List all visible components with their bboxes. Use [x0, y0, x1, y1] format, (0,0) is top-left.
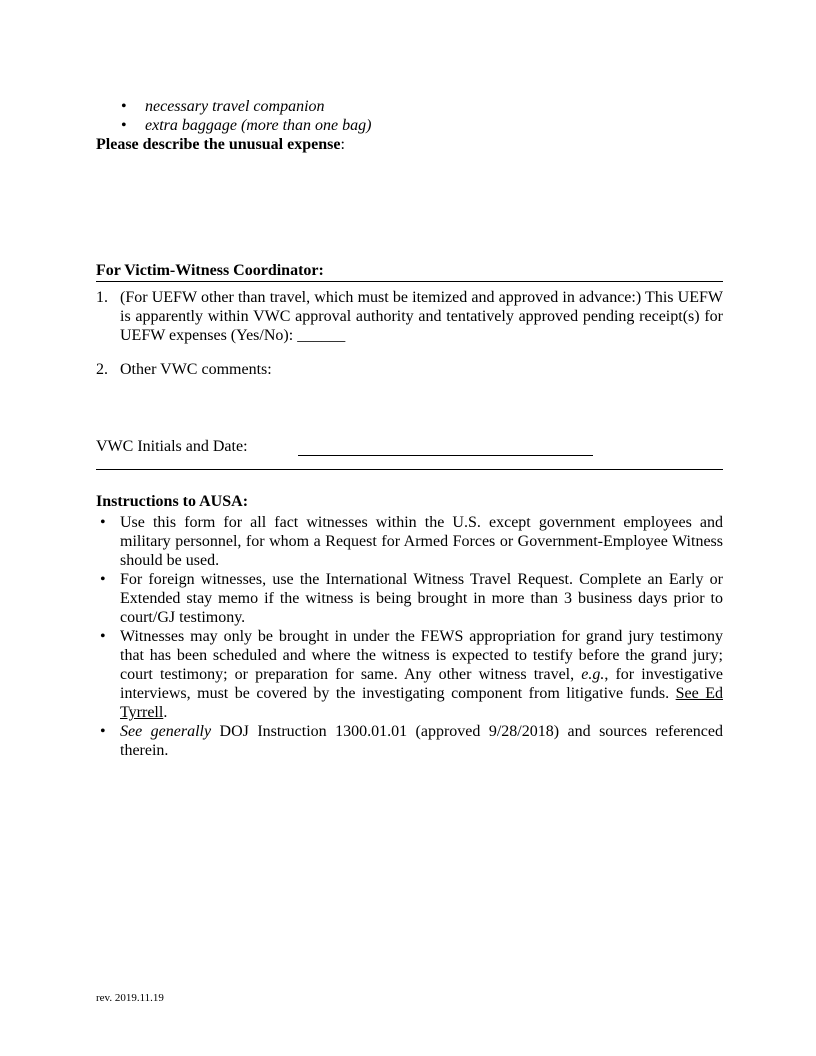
instructions-heading: Instructions to AUSA: [96, 493, 249, 510]
item-number: 2. [96, 361, 108, 378]
text-run: , for investigative interviews, must be covered by the investigating component from litigative funds. [120, 666, 723, 702]
yes-no-blank[interactable]: ______ [297, 327, 346, 344]
bullet-icon: • [100, 514, 106, 531]
describe-expense-label-colon: : [340, 136, 345, 153]
list-item [96, 97, 723, 116]
vwc-initials-row [96, 437, 723, 456]
text-run: Witnesses may only be brought in under the FEWS appropriation for grand jury testimony that has been scheduled and where the witness is expected to testify before the grand jury; court testimony; or preparation for same. Any other witness travel, [120, 628, 723, 683]
bullet-icon: • [121, 98, 127, 115]
describe-expense-label-bold: Please describe the unusual expense [96, 136, 341, 153]
vwc-initials-line[interactable] [298, 438, 593, 456]
instruction-bullet-2 [96, 570, 723, 627]
describe-expense-label [96, 135, 723, 154]
vwc-item-1 [96, 288, 723, 345]
unusual-expense-examples-list [96, 97, 723, 135]
see-ed-tyrrell-link[interactable]: See Ed Tyrrell [120, 685, 724, 721]
instruction-bullet-3 [96, 627, 723, 722]
instruction-bullet-4-text [120, 722, 723, 760]
bullet-icon: • [121, 117, 127, 134]
vwc-item-2 [96, 360, 723, 379]
text-run: . [163, 704, 168, 721]
vwc-initials-label: VWC Initials and Date: [96, 438, 248, 455]
instruction-bullet-2-text [120, 570, 723, 627]
text-run-italic: See generally [120, 723, 212, 740]
vwc-item-2-text: Other VWC comments: [120, 361, 272, 378]
instruction-bullet-1-text [120, 513, 723, 570]
text-run-italic: e.g. [581, 666, 605, 683]
vwc-item-1-text [120, 288, 723, 345]
bullet-icon: • [100, 723, 106, 740]
instruction-bullet-4 [96, 722, 723, 760]
section-divider [96, 469, 723, 470]
expense-description-blank-area[interactable] [96, 154, 723, 261]
text-run: For foreign witnesses, use the International Witness Travel Request. Complete an Early or Extended stay memo if the witness is being brought in more than 3 business days prior to court/GJ testimony. [120, 571, 723, 626]
vwc-item-1-body: (For UEFW other than travel, which must be itemized and approved in advance:) This UEFW is apparently within VWC approval authority and tentatively approved pending receipt(s) for UEFW expenses (Yes/No): [120, 289, 723, 344]
revision-stamp: rev. 2019.11.19 [96, 992, 164, 1004]
bullet-icon: • [100, 628, 106, 645]
instructions-list [96, 513, 723, 760]
text-run: Use this form for all fact witnesses within the U.S. except government employees and military personnel, for whom a Request for Armed Forces or Government-Employee Witness should be used. [120, 514, 723, 569]
list-item [96, 116, 723, 135]
instruction-bullet-1 [96, 513, 723, 570]
bullet-icon: • [100, 571, 106, 588]
item-number: 1. [96, 289, 108, 306]
vwc-comments-blank-area[interactable] [96, 379, 723, 437]
instruction-bullet-3-text [120, 627, 723, 722]
list-item-text: necessary travel companion [145, 98, 325, 115]
text-run: DOJ Instruction 1300.01.01 (approved 9/28/2018) and sources referenced therein. [120, 723, 724, 759]
vwc-section-heading: For Victim-Witness Coordinator: [96, 261, 723, 282]
list-item-text: extra baggage (more than one bag) [145, 117, 372, 134]
